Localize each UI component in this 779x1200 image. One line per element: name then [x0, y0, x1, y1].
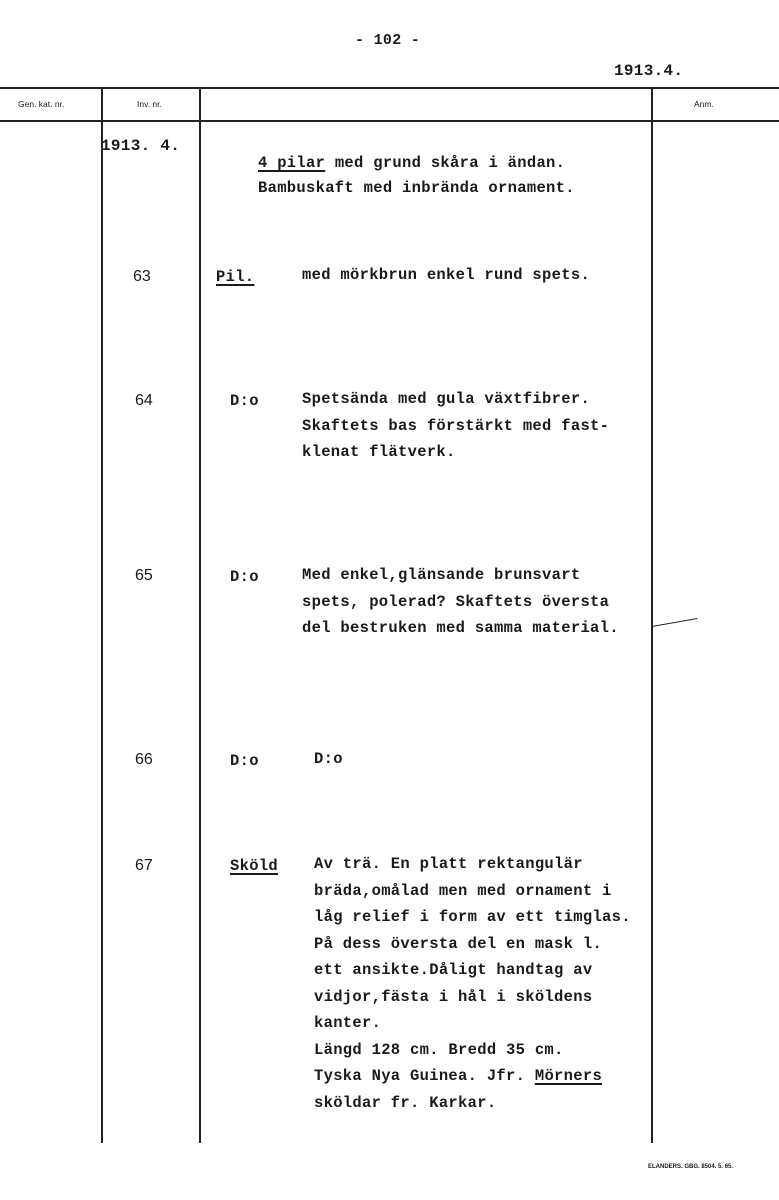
entry-description [302, 262, 590, 289]
description-text: Tyska Nya Guinea. Jfr. [314, 1067, 535, 1085]
object-name: D:o [230, 392, 259, 410]
description-line: ett ansikte.Dåligt handtag av [314, 961, 593, 979]
inv-number: 64 [135, 392, 153, 409]
description-line: Spetsända med gula växtfibrer. [302, 390, 591, 408]
inv-number: 67 [135, 857, 153, 874]
description-line: med mörkbrun enkel rund spets. [302, 266, 591, 284]
description-line: sköldar fr. Karkar. [314, 1093, 497, 1112]
group-heading [258, 154, 565, 172]
description-line: Med enkel,glänsande brunsvart [302, 566, 581, 584]
description-line: På dess översta del en mask l. [314, 934, 603, 953]
header-top-rule [0, 87, 779, 89]
group-accession: 1913. 4. [101, 137, 181, 155]
reference-name: Mörners [534, 1067, 603, 1085]
column-header-anm: Anm. [694, 99, 714, 109]
description-line: låg relief i form av ett timglas. [314, 908, 631, 926]
entry-description [302, 562, 619, 642]
group-title: 4 pilar [258, 154, 326, 172]
description-line: spets, polerad? Skaftets översta [302, 592, 610, 611]
header-bottom-rule [0, 120, 779, 122]
description-line: klenat flätverk. [302, 443, 456, 461]
object-name: D:o [230, 568, 259, 586]
object-name: Sköld [230, 857, 279, 875]
description-line: bräda,omålad men med ornament i [314, 881, 612, 900]
object-name: Pil. [216, 268, 255, 286]
inv-number: 63 [133, 268, 151, 285]
column-divider-2 [199, 88, 201, 1143]
description-line: del bestruken med samma material. [302, 619, 619, 637]
description-line: kanter. [314, 1014, 382, 1032]
header-accession: 1913.4. [614, 62, 684, 80]
description-line: D:o [314, 750, 343, 768]
inv-number: 65 [135, 567, 153, 584]
description-line: vidjor,fästa i hål i sköldens [314, 987, 593, 1006]
page-number: - 102 - [355, 32, 421, 49]
group-line-2: Bambuskaft med inbrända ornament. [258, 179, 575, 197]
group-title-rest: med grund skåra i ändan. [325, 154, 566, 172]
column-header-gen-kat-nr: Gen. kat. nr. [18, 99, 65, 109]
annotation-stroke [652, 618, 697, 627]
entry-description [302, 386, 609, 466]
description-line: Skaftets bas förstärkt med fast- [302, 416, 610, 435]
column-divider-3 [651, 88, 653, 1143]
object-name: D:o [230, 752, 259, 770]
entry-description [314, 746, 343, 773]
entry-description [314, 851, 631, 1116]
description-line: Längd 128 cm. Bredd 35 cm. [314, 1040, 564, 1059]
column-divider-1 [101, 88, 103, 1143]
description-line: Av trä. En platt rektangulär [314, 855, 583, 873]
description-line [314, 1063, 631, 1090]
printer-mark: ELANDERS. GBG. 8504. 5. 65. [648, 1164, 734, 1170]
column-header-inv-nr: Inv. nr. [137, 99, 162, 109]
inv-number: 66 [135, 751, 153, 768]
